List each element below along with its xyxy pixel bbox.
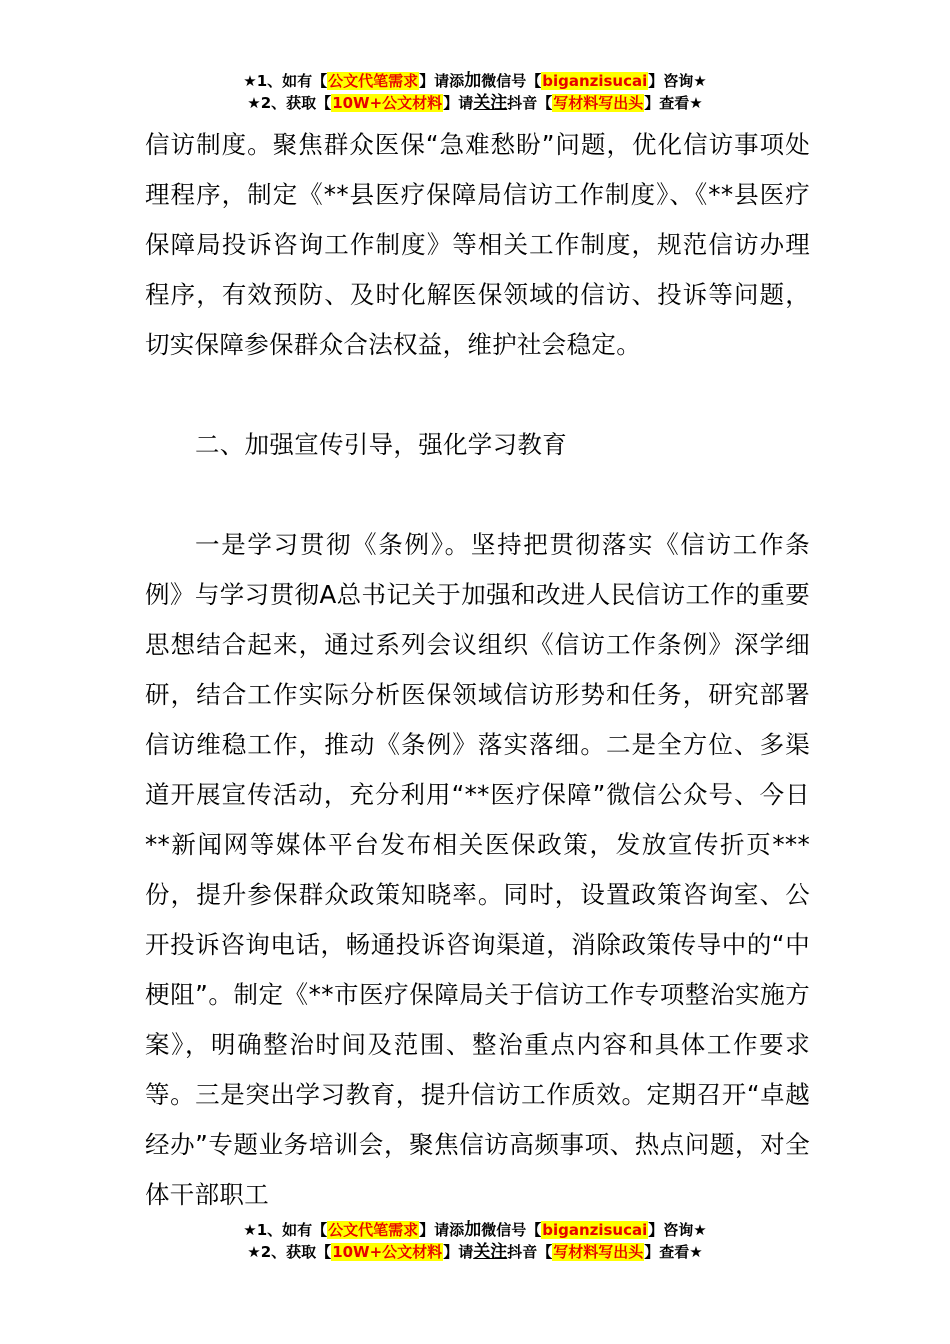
banner-text: 】查看★ xyxy=(644,94,703,112)
banner-line-1 xyxy=(0,1219,950,1241)
paragraph-2: 一是学习贯彻《条例》。坚持把贯彻落实《信访工作条例》与学习贯彻A总书记关于加强和改进人民信访工作的重要思想结合起来，通过系列会议组织《信访工作条例》深学细研，结合工作实际分析医保领域信访形势和任务，研究部署信访维稳工作，推动《条例》落实落细。二是全方位、多渠道开展宣传活动，充分利用“**医疗保障”微信公众号、今日**新闻网等媒体平台发布相关医保政策，发放宣传折页***份，提升参保群众政策知晓率。同时，设置政策咨询室、公开投诉咨询电话，畅通投诉咨询渠道，消除政策传导中的“中梗阻”。制定《**市医疗保障局关于信访工作专项整治实施方案》，明确整治时间及范围、整治重点内容和具体工作要求等。三是突出学习教育，提升信访工作质效。定期召开“卓越经办”专题业务培训会，聚焦信访高频事项、热点问题，对全体干部职工 xyxy=(145,530,810,1209)
banner-line-2 xyxy=(0,92,950,114)
banner-text: 关注 xyxy=(473,1242,508,1262)
banner-highlight: 公文代笔需求 xyxy=(328,72,419,90)
banner-highlight: 公文代笔需求 xyxy=(328,1221,419,1239)
douyin-highlight: 写材料写出头 xyxy=(553,94,644,112)
wechat-id-highlight: biganzisucai xyxy=(542,1221,648,1239)
banner-text: ★2、获取【 xyxy=(247,94,332,112)
wechat-id-highlight: biganzisucai xyxy=(542,72,648,90)
paragraph-1: 信访制度。聚焦群众医保“急难愁盼”问题，优化信访事项处理程序，制定《**县医疗保障局信访工作制度》、《**县医疗保障局投诉咨询工作制度》等相关工作制度，规范信访办理程序，有效预防、及时化解医保领域的信访、投诉等问题，切实保障参保群众合法权益，维护社会稳定。 xyxy=(145,130,810,359)
header-banner xyxy=(0,70,950,114)
banner-text: 微信号【 xyxy=(481,72,542,90)
banner-text: ★1、如有【 xyxy=(243,72,328,90)
banner-text: ★1、如有【 xyxy=(243,1221,328,1239)
banner-text: 加 xyxy=(464,1220,482,1240)
banner-text: 抖音【 xyxy=(507,1243,553,1261)
banner-highlight: 10W+公文材料 xyxy=(332,1243,443,1261)
banner-line-2 xyxy=(0,1241,950,1263)
banner-text: 加 xyxy=(464,71,482,91)
banner-text: 关注 xyxy=(473,93,508,113)
banner-text: ★2、获取【 xyxy=(247,1243,332,1261)
douyin-highlight: 写材料写出头 xyxy=(553,1243,644,1261)
banner-text: 】咨询★ xyxy=(648,1221,707,1239)
footer-banner xyxy=(0,1219,950,1263)
banner-text: 】请 xyxy=(443,94,474,112)
section-heading-2: 二、加强宣传引导，强化学习教育 xyxy=(195,430,567,459)
banner-text: 】请添 xyxy=(419,72,465,90)
banner-text: 】请添 xyxy=(419,1221,465,1239)
banner-text: 】咨询★ xyxy=(648,72,707,90)
banner-highlight: 10W+公文材料 xyxy=(332,94,443,112)
banner-text: 】请 xyxy=(443,1243,474,1261)
banner-text: 抖音【 xyxy=(507,94,553,112)
banner-text: 微信号【 xyxy=(481,1221,542,1239)
banner-line-1 xyxy=(0,70,950,92)
banner-text: 】查看★ xyxy=(644,1243,703,1261)
